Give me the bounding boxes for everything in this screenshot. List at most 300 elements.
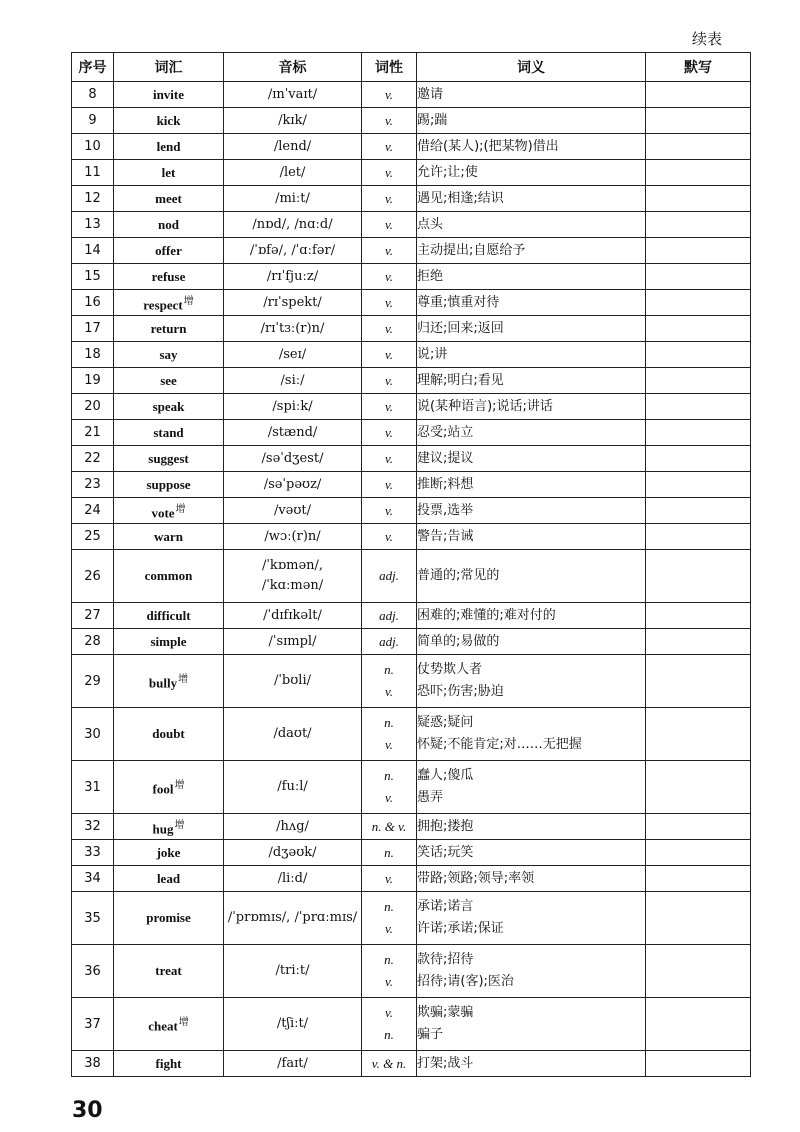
phonetic-text: /kɪk/ — [278, 112, 307, 128]
row-number: 24 — [72, 498, 114, 524]
phonetic-cell — [224, 498, 362, 524]
vocab-word: fool — [152, 781, 174, 797]
meaning-text: 归还;回来;返回 — [417, 320, 504, 336]
meaning-cell — [417, 446, 646, 472]
vocab-word-cell — [114, 108, 224, 134]
table-row — [72, 892, 751, 945]
phonetic-cell — [224, 603, 362, 629]
vocab-word-cell — [114, 892, 224, 945]
phonetic-text: /lend/ — [273, 138, 312, 154]
phonetic-cell — [224, 524, 362, 550]
part-of-speech-cell — [362, 472, 417, 498]
meaning-text: 蠢人;傻瓜 — [417, 768, 474, 783]
header-word: 词汇 — [114, 53, 224, 82]
part-of-speech-cell — [362, 342, 417, 368]
meaning-cell — [417, 1051, 646, 1077]
row-number: 32 — [72, 814, 114, 840]
phonetic-text: /ˈbʊli/ — [273, 673, 312, 688]
vocab-word-cell — [114, 655, 224, 708]
meaning-cell — [417, 290, 646, 316]
row-number: 13 — [72, 212, 114, 238]
phonetic-text: /ˈdɪfɪkəlt/ — [263, 607, 322, 623]
part-of-speech: v. — [384, 86, 394, 102]
meaning-cell — [417, 238, 646, 264]
part-of-speech: n. — [384, 768, 394, 783]
meaning-cell — [417, 814, 646, 840]
table-row — [72, 1051, 751, 1077]
part-of-speech: v. — [384, 502, 394, 518]
meaning-text: 普通的;常见的 — [417, 568, 500, 583]
vocab-word-cell — [114, 446, 224, 472]
vocab-word-cell — [114, 840, 224, 866]
meaning-cell — [417, 342, 646, 368]
vocab-word-cell — [114, 134, 224, 160]
row-number: 20 — [72, 394, 114, 420]
vocab-word-cell — [114, 603, 224, 629]
meaning-text: 点头 — [417, 216, 444, 232]
dictation-cell[interactable] — [646, 498, 751, 524]
phonetic-cell — [224, 550, 362, 603]
part-of-speech: v. — [384, 684, 394, 699]
phonetic-text: /ˈkɑːmən/ — [261, 578, 324, 593]
vocab-word: suggest — [148, 450, 189, 466]
page-number: 30 — [72, 1098, 103, 1123]
phonetic-cell — [224, 814, 362, 840]
phonetic-cell — [224, 212, 362, 238]
table-row — [72, 160, 751, 186]
meaning-text: 说(某种语言);说话;讲话 — [417, 398, 553, 414]
part-of-speech: v. — [384, 424, 394, 440]
meaning-text: 带路;领路;领导;率领 — [417, 870, 535, 886]
phonetic-text: /let/ — [279, 164, 306, 180]
phonetic-cell — [224, 108, 362, 134]
part-of-speech-cell — [362, 708, 417, 761]
dictation-cell[interactable] — [646, 82, 751, 108]
part-of-speech: v. — [384, 320, 394, 336]
vocab-word-cell — [114, 550, 224, 603]
phonetic-cell — [224, 420, 362, 446]
part-of-speech: n. — [384, 844, 394, 860]
vocab-word-cell — [114, 290, 224, 316]
meaning-cell — [417, 840, 646, 866]
vocab-word: let — [161, 164, 176, 180]
part-of-speech: v. — [384, 476, 394, 492]
row-number: 28 — [72, 629, 114, 655]
row-number: 10 — [72, 134, 114, 160]
meaning-cell — [417, 368, 646, 394]
dictation-cell[interactable] — [646, 316, 751, 342]
meaning-cell — [417, 394, 646, 420]
part-of-speech-cell — [362, 629, 417, 655]
meaning-text: 困难的;难懂的;难对付的 — [417, 607, 556, 623]
phonetic-cell — [224, 1051, 362, 1077]
phonetic-text: /ɪnˈvaɪt/ — [267, 86, 318, 102]
meaning-cell — [417, 524, 646, 550]
vocab-word-cell — [114, 212, 224, 238]
part-of-speech-cell — [362, 134, 417, 160]
phonetic-text: /dʒəʊk/ — [268, 844, 317, 860]
part-of-speech: adj. — [379, 633, 399, 649]
meaning-text: 忍受;站立 — [417, 424, 474, 440]
phonetic-text: /siː/ — [280, 372, 305, 388]
meaning-cell — [417, 134, 646, 160]
phonetic-text: /səˈdʒest/ — [261, 450, 324, 466]
phonetic-text: /vəʊt/ — [273, 502, 312, 518]
part-of-speech-cell — [362, 82, 417, 108]
row-number: 34 — [72, 866, 114, 892]
part-of-speech: v. — [384, 164, 394, 180]
dictation-cell[interactable] — [646, 394, 751, 420]
part-of-speech: v. — [384, 268, 394, 284]
header-number: 序号 — [72, 53, 114, 82]
meaning-text: 理解;明白;看见 — [417, 372, 504, 388]
part-of-speech-cell — [362, 1051, 417, 1077]
table-row — [72, 186, 751, 212]
added-word-tag: 增 — [175, 503, 186, 515]
phonetic-text: /seɪ/ — [278, 346, 307, 362]
part-of-speech: v. — [384, 216, 394, 232]
dictation-cell[interactable] — [646, 629, 751, 655]
phonetic-cell — [224, 472, 362, 498]
phonetic-cell — [224, 134, 362, 160]
vocab-word: simple — [150, 633, 187, 649]
vocab-word: fight — [155, 1055, 182, 1071]
vocab-word-cell — [114, 238, 224, 264]
part-of-speech: n. & v. — [371, 818, 407, 834]
phonetic-cell — [224, 368, 362, 394]
dictation-cell[interactable] — [646, 761, 751, 814]
vocab-word: lead — [156, 870, 181, 886]
meaning-text: 遇见;相逢;结识 — [417, 190, 504, 206]
dictation-cell[interactable] — [646, 186, 751, 212]
dictation-cell[interactable] — [646, 212, 751, 238]
phonetic-text: /triːt/ — [275, 963, 310, 978]
part-of-speech-cell — [362, 238, 417, 264]
row-number: 8 — [72, 82, 114, 108]
part-of-speech: v. — [384, 112, 394, 128]
row-number: 22 — [72, 446, 114, 472]
added-word-tag: 增 — [174, 780, 185, 792]
part-of-speech: n. — [384, 1027, 394, 1042]
row-number: 38 — [72, 1051, 114, 1077]
vocab-word: nod — [158, 216, 179, 232]
part-of-speech-cell — [362, 420, 417, 446]
vocab-word: respect — [143, 297, 183, 313]
dictation-cell[interactable] — [646, 840, 751, 866]
dictation-cell[interactable] — [646, 708, 751, 761]
part-of-speech: v. — [384, 870, 394, 886]
meaning-cell — [417, 761, 646, 814]
header-part-of-speech: 词性 — [362, 53, 417, 82]
dictation-cell[interactable] — [646, 655, 751, 708]
meaning-cell — [417, 945, 646, 998]
part-of-speech: v. — [384, 1005, 394, 1020]
phonetic-cell — [224, 160, 362, 186]
meaning-text: 承诺;诺言 — [417, 899, 474, 914]
table-row — [72, 655, 751, 708]
table-row — [72, 603, 751, 629]
table-header-row — [72, 53, 751, 82]
meaning-text: 踢;踹 — [417, 112, 448, 128]
part-of-speech-cell — [362, 945, 417, 998]
phonetic-cell — [224, 82, 362, 108]
part-of-speech-cell — [362, 761, 417, 814]
vocab-word: kick — [156, 112, 181, 128]
continued-label: 续表 — [691, 30, 722, 48]
row-number: 25 — [72, 524, 114, 550]
meaning-text: 愚弄 — [417, 790, 444, 805]
meaning-cell — [417, 629, 646, 655]
table-row — [72, 212, 751, 238]
meaning-text: 简单的;易做的 — [417, 633, 500, 649]
phonetic-cell — [224, 866, 362, 892]
meaning-text: 恐吓;伤害;胁迫 — [417, 684, 504, 699]
part-of-speech: v. — [384, 974, 394, 989]
table-body — [72, 82, 751, 1077]
phonetic-text: /liːd/ — [277, 870, 308, 886]
dictation-cell[interactable] — [646, 892, 751, 945]
part-of-speech: v. — [384, 398, 394, 414]
header-phonetic: 音标 — [224, 53, 362, 82]
phonetic-text: /faɪt/ — [277, 1055, 308, 1071]
phonetic-text: /ˈɒfə/, /ˈɑːfər/ — [249, 242, 336, 258]
part-of-speech-cell — [362, 866, 417, 892]
dictation-cell[interactable] — [646, 1051, 751, 1077]
table-row — [72, 945, 751, 998]
vocab-word: cheat — [148, 1018, 178, 1034]
phonetic-text: /nɒd/, /nɑːd/ — [252, 216, 333, 232]
vocab-word: hug — [152, 821, 174, 837]
added-word-tag: 增 — [174, 819, 185, 831]
row-number: 16 — [72, 290, 114, 316]
table-row — [72, 368, 751, 394]
table-row — [72, 264, 751, 290]
table-row — [72, 316, 751, 342]
dictation-cell[interactable] — [646, 290, 751, 316]
row-number: 15 — [72, 264, 114, 290]
dictation-cell[interactable] — [646, 998, 751, 1051]
vocab-word: meet — [155, 190, 182, 206]
dictation-cell[interactable] — [646, 160, 751, 186]
phonetic-cell — [224, 342, 362, 368]
vocab-word: see — [160, 372, 177, 388]
vocab-word-cell — [114, 866, 224, 892]
row-number: 36 — [72, 945, 114, 998]
dictation-cell[interactable] — [646, 134, 751, 160]
meaning-cell — [417, 212, 646, 238]
meaning-text: 警告;告诫 — [417, 528, 474, 544]
meaning-text: 骗子 — [417, 1027, 444, 1042]
meaning-cell — [417, 472, 646, 498]
vocab-word-cell — [114, 420, 224, 446]
added-word-tag: 增 — [178, 1017, 189, 1029]
part-of-speech-cell — [362, 212, 417, 238]
phonetic-text: /ˈprɒmɪs/, /ˈprɑːmɪs/ — [227, 910, 358, 925]
part-of-speech-cell — [362, 603, 417, 629]
vocab-word-cell — [114, 1051, 224, 1077]
table-row — [72, 708, 751, 761]
meaning-text: 招待;请(客);医治 — [417, 974, 514, 989]
part-of-speech: n. — [384, 715, 394, 730]
part-of-speech-cell — [362, 524, 417, 550]
vocab-word-cell — [114, 498, 224, 524]
vocab-word: difficult — [146, 607, 191, 623]
vocab-word: suppose — [146, 476, 191, 492]
row-number: 35 — [72, 892, 114, 945]
meaning-text: 允许;让;使 — [417, 164, 478, 180]
part-of-speech-cell — [362, 368, 417, 394]
table-row — [72, 814, 751, 840]
vocab-word-cell — [114, 82, 224, 108]
vocab-word: offer — [155, 242, 182, 258]
table-row — [72, 524, 751, 550]
meaning-cell — [417, 264, 646, 290]
dictation-cell[interactable] — [646, 238, 751, 264]
phonetic-cell — [224, 290, 362, 316]
phonetic-text: /səˈpəʊz/ — [263, 476, 322, 492]
meaning-cell — [417, 82, 646, 108]
vocab-word: stand — [153, 424, 184, 440]
vocab-word: speak — [152, 398, 185, 414]
part-of-speech: v. — [384, 242, 394, 258]
part-of-speech-cell — [362, 290, 417, 316]
part-of-speech: v. — [384, 372, 394, 388]
table-row — [72, 998, 751, 1051]
part-of-speech: v. & n. — [371, 1055, 407, 1071]
vocab-word: common — [144, 568, 193, 583]
row-number: 21 — [72, 420, 114, 446]
table-row — [72, 290, 751, 316]
meaning-cell — [417, 160, 646, 186]
part-of-speech: v. — [384, 790, 394, 805]
meaning-text: 主动提出;自愿给予 — [417, 242, 526, 258]
phonetic-cell — [224, 446, 362, 472]
phonetic-cell — [224, 761, 362, 814]
table-row — [72, 108, 751, 134]
vocab-word: invite — [152, 86, 185, 102]
part-of-speech-cell — [362, 316, 417, 342]
vocab-word-cell — [114, 998, 224, 1051]
meaning-text: 笑话;玩笑 — [417, 844, 474, 860]
phonetic-cell — [224, 840, 362, 866]
part-of-speech-cell — [362, 394, 417, 420]
table-row — [72, 840, 751, 866]
dictation-cell[interactable] — [646, 420, 751, 446]
dictation-cell[interactable] — [646, 603, 751, 629]
row-number: 30 — [72, 708, 114, 761]
vocab-word: warn — [154, 528, 183, 544]
vocab-word-cell — [114, 186, 224, 212]
phonetic-text: /stænd/ — [267, 424, 318, 440]
meaning-text: 投票,选举 — [417, 502, 474, 518]
vocab-word-cell — [114, 814, 224, 840]
phonetic-cell — [224, 708, 362, 761]
table-row — [72, 498, 751, 524]
meaning-text: 疑惑;疑问 — [417, 715, 474, 730]
vocab-word: refuse — [151, 268, 186, 284]
dictation-cell[interactable] — [646, 814, 751, 840]
meaning-text: 款待;招待 — [417, 952, 474, 967]
row-number: 37 — [72, 998, 114, 1051]
meaning-cell — [417, 108, 646, 134]
meaning-text: 拥抱;搂抱 — [417, 818, 474, 834]
part-of-speech-cell — [362, 498, 417, 524]
part-of-speech: v. — [384, 190, 394, 206]
dictation-cell[interactable] — [646, 550, 751, 603]
part-of-speech: n. — [384, 952, 394, 967]
meaning-cell — [417, 316, 646, 342]
row-number: 14 — [72, 238, 114, 264]
part-of-speech: v. — [384, 294, 394, 310]
row-number: 17 — [72, 316, 114, 342]
table-row — [72, 446, 751, 472]
table-row — [72, 550, 751, 603]
vocab-word-cell — [114, 368, 224, 394]
row-number: 31 — [72, 761, 114, 814]
meaning-cell — [417, 998, 646, 1051]
phonetic-text: /ˈkɒmən/, — [261, 558, 324, 573]
part-of-speech-cell — [362, 892, 417, 945]
dictation-cell[interactable] — [646, 945, 751, 998]
phonetic-cell — [224, 394, 362, 420]
dictation-cell[interactable] — [646, 524, 751, 550]
part-of-speech-cell — [362, 446, 417, 472]
meaning-text: 邀请 — [417, 86, 444, 102]
row-number: 9 — [72, 108, 114, 134]
dictation-cell[interactable] — [646, 108, 751, 134]
vocab-word-cell — [114, 761, 224, 814]
part-of-speech: adj. — [379, 607, 399, 623]
table-row — [72, 238, 751, 264]
dictation-cell[interactable] — [646, 264, 751, 290]
table-row — [72, 342, 751, 368]
table-row — [72, 761, 751, 814]
meaning-text: 借给(某人);(把某物)借出 — [417, 138, 559, 154]
table-row — [72, 394, 751, 420]
table-row — [72, 472, 751, 498]
meaning-text: 尊重;慎重对待 — [417, 294, 500, 310]
vocab-word-cell — [114, 264, 224, 290]
dictation-cell[interactable] — [646, 472, 751, 498]
phonetic-cell — [224, 186, 362, 212]
part-of-speech: v. — [384, 450, 394, 466]
phonetic-cell — [224, 892, 362, 945]
vocab-word: vote — [151, 505, 175, 521]
meaning-cell — [417, 603, 646, 629]
vocab-word: bully — [148, 675, 178, 691]
header-dictation: 默写 — [646, 53, 751, 82]
dictation-cell[interactable] — [646, 446, 751, 472]
row-number: 18 — [72, 342, 114, 368]
vocab-word: joke — [156, 844, 181, 860]
added-word-tag: 增 — [183, 295, 194, 307]
phonetic-text: /tʃiːt/ — [276, 1016, 309, 1031]
phonetic-text: /daʊt/ — [273, 726, 312, 741]
header-meaning: 词义 — [417, 53, 646, 82]
dictation-cell[interactable] — [646, 866, 751, 892]
dictation-cell[interactable] — [646, 342, 751, 368]
vocab-word-cell — [114, 524, 224, 550]
part-of-speech-cell — [362, 186, 417, 212]
dictation-cell[interactable] — [646, 368, 751, 394]
meaning-cell — [417, 420, 646, 446]
vocab-word-cell — [114, 342, 224, 368]
part-of-speech: v. — [384, 921, 394, 936]
part-of-speech: v. — [384, 528, 394, 544]
part-of-speech-cell — [362, 814, 417, 840]
row-number: 33 — [72, 840, 114, 866]
vocab-word-cell — [114, 160, 224, 186]
